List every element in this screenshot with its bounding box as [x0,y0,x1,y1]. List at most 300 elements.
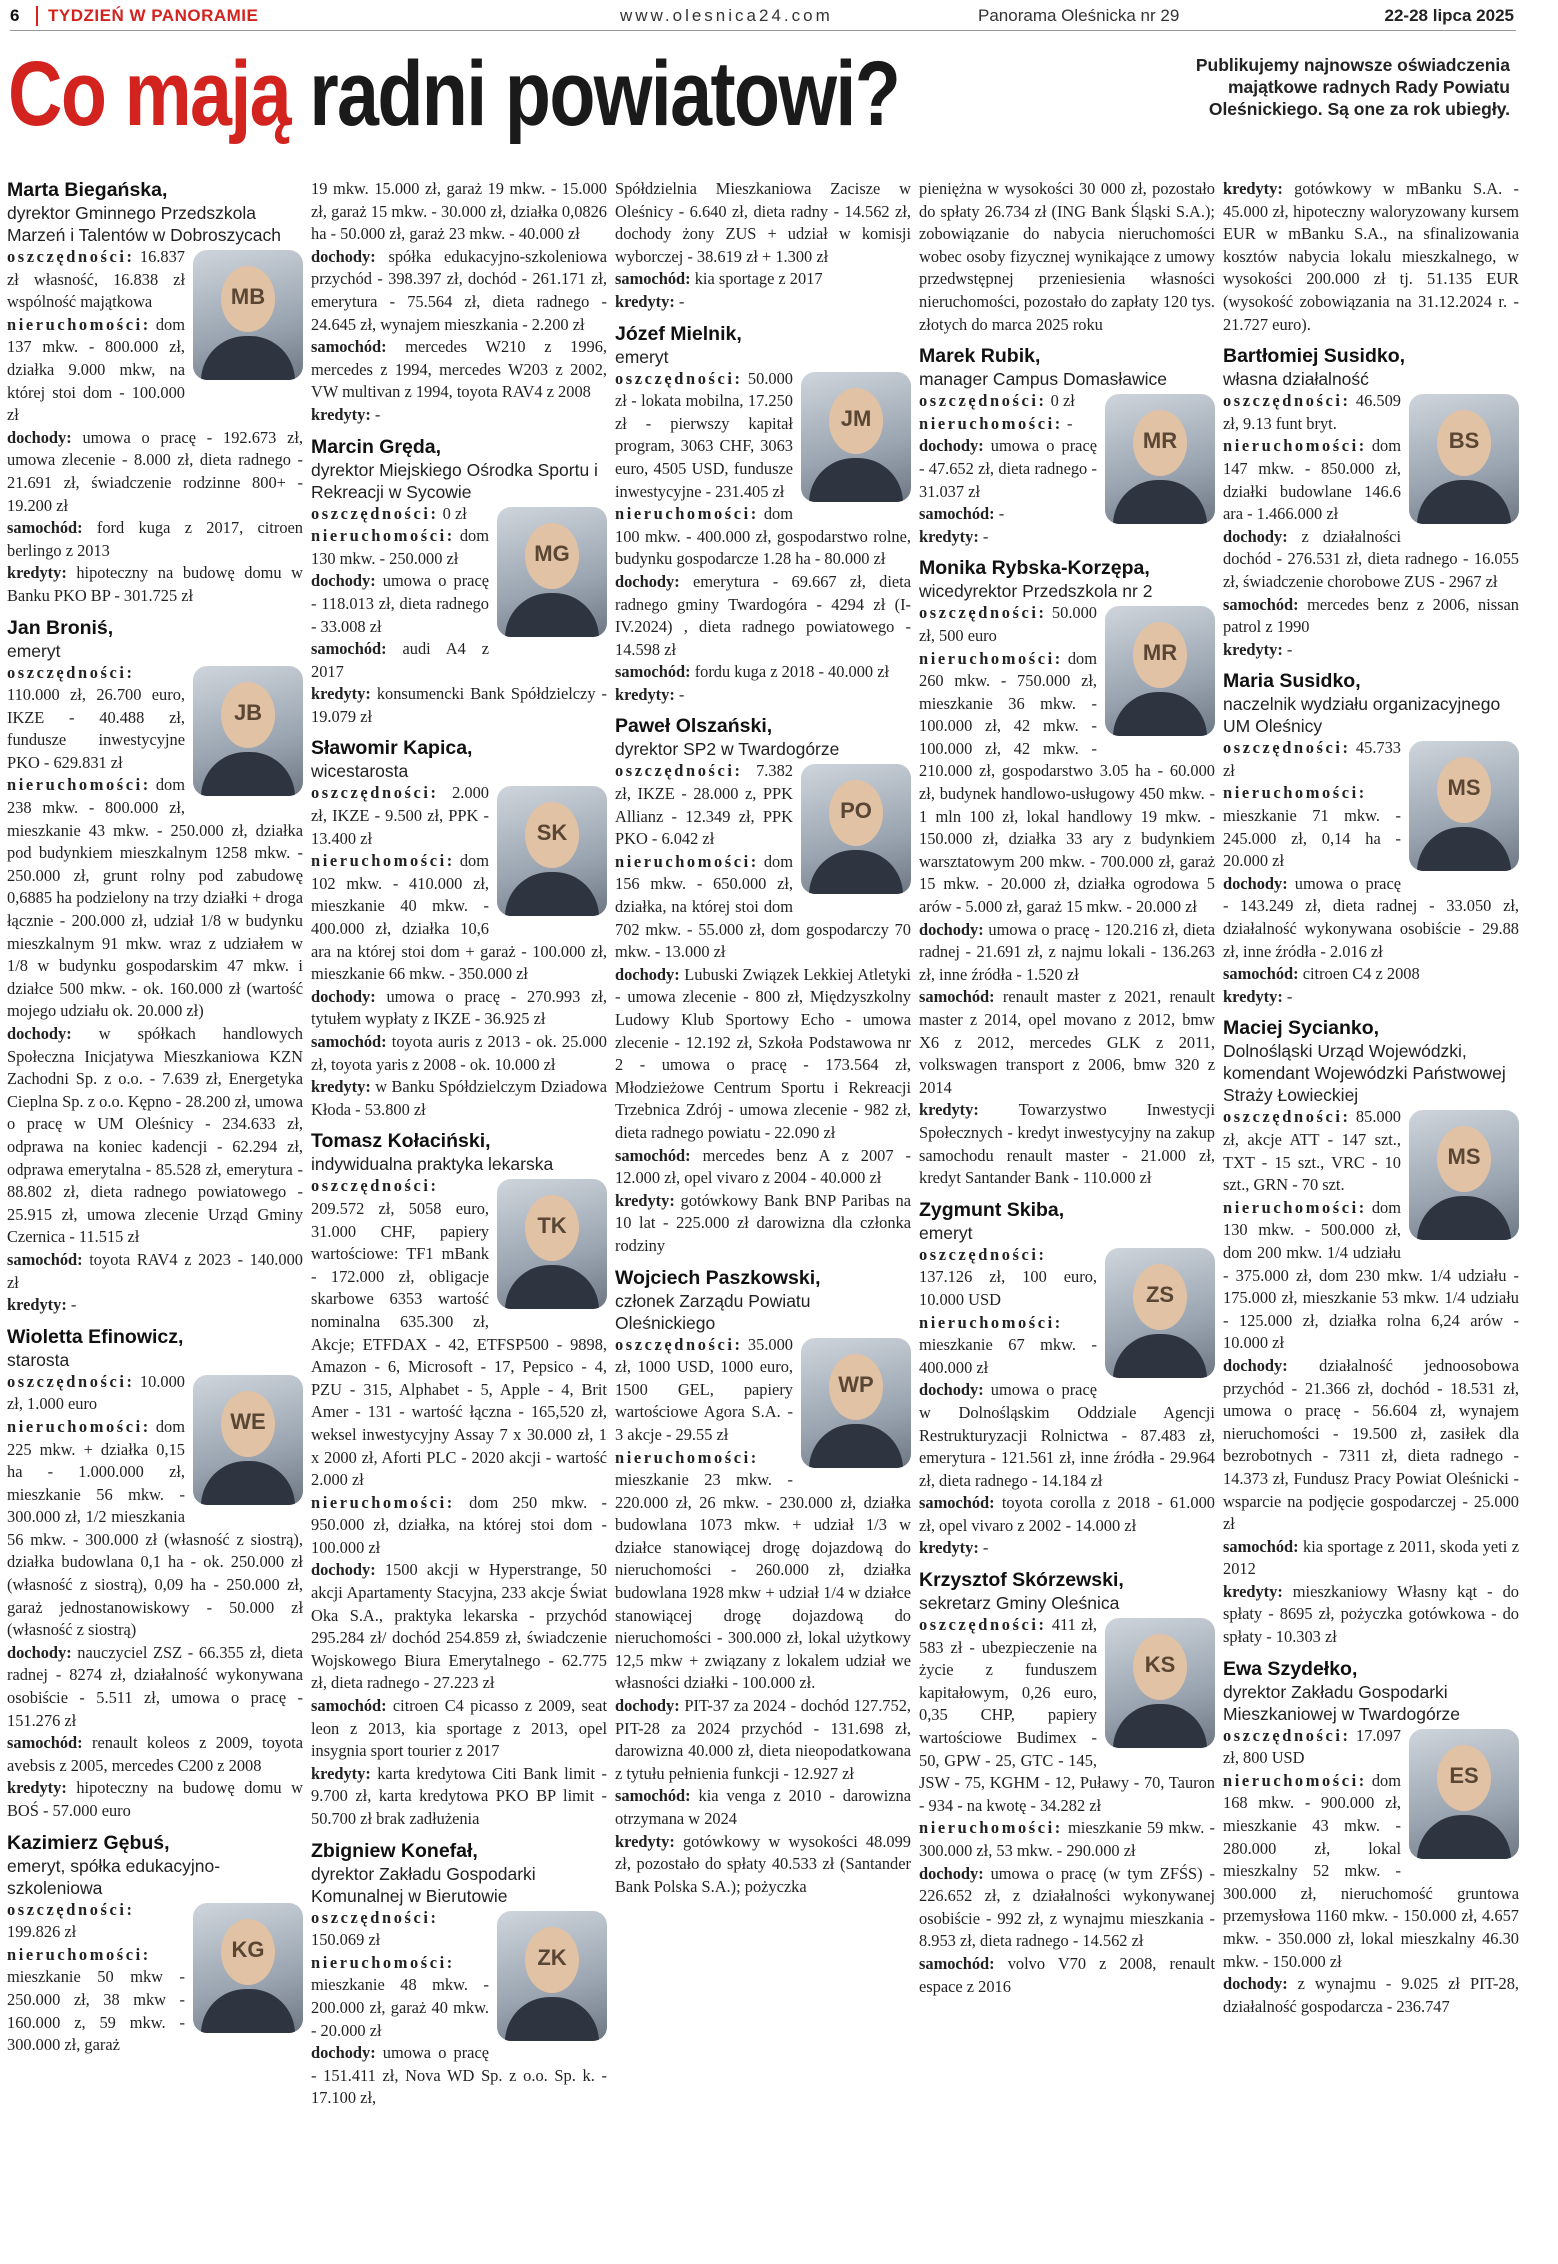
section-value: 35.000 zł, 1000 USD, 1000 euro, 1500 GEL, papiery wartościowe Agora S.A. - 3 akcje - 29.55 zł [615,1334,793,1444]
section-value: citroen C4 picasso z 2009, seat leon z 2013, kia sportage z 2013, opel insygnia sport tourier z 2017 [311,1696,607,1761]
section-label: samochód: [919,987,995,1007]
section-label: oszczędności: [1223,738,1351,758]
declaration-section [7,1249,303,1294]
section-label: nieruchomości: [7,775,151,795]
declaration-section [7,517,303,562]
portrait-body [1113,1334,1207,1378]
councillor-entry [311,435,607,729]
section-value: w spółkach handlowych Społeczna Inicjatywa Mieszkaniowa KZN Zachodni Sp. z o.o. - 7.639 zł, Energetyka Cieplna Sp. z o.o. Kępno - 28.200 zł, umowa o pracę w UM Oleśnicy - 234.633 zł, odprawa na koniec kadencji - 62.294 zł, odprawa emerytalna - 85.528 zł, emerytura - 88.802 zł, dieta radnego powiatowego - 25.915 zł, umowa zlecenie Urząd Gminy Czernica - 11.515 zł [7,1024,303,1247]
section-label: nieruchomości: [311,851,455,871]
councillor-name: Wojciech Paszkowski, [615,1266,821,1289]
article-column-3 [615,178,911,2260]
declaration-section [1223,873,1519,963]
section-value: 10.000 zł, 1.000 euro [7,1371,185,1414]
section-value: emerytura - 69.667 zł, dieta radnego gminy Twardogóra - 4294 zł (I-IV.2024) , dieta radnego powiatowego - 14.598 zł [615,571,911,659]
section-value: umowa o pracę - 47.652 zł, dieta radnego - 31.037 zł [919,436,1097,501]
section-value: - [1282,986,1293,1006]
declaration-section [7,1642,303,1732]
declaration-section [1223,1355,1519,1536]
portrait-initials: WE [230,1408,266,1434]
section-label: oszczędności: [1223,1725,1351,1745]
section-value: nauczyciel ZSZ - 66.355 zł, dieta radnej - 8274 zł, działalność wykonywana osobiście - 5.511 zł, umowa o pracę - 151.276 zł [7,1642,303,1730]
issue-label: Panorama Oleśnicka nr 29 [978,6,1180,25]
councillor-photo [1105,606,1215,736]
councillor-photo [1409,1729,1519,1859]
section-label: dochody: [311,2043,376,2063]
section-value: dom 156 mkw. - 650.000 zł, działka, na której stoi dom 702 mkw. - 55.000 zł, dom gospodarczy 70 mkw. - 13.000 zł [615,851,911,962]
section-value: 137.126 zł, 100 euro, 10.000 USD [919,1267,1097,1309]
section-label: oszczędności: [615,761,743,781]
declaration-section [311,638,607,683]
section-value: dom 130 mkw. - 500.000 zł, dom 200 mkw. 1/4 udziału - 375.000 zł, dom 230 mkw. 1/4 udziału - 175.000 zł, mieszkanie 53 mkw. 1/4 udziału - 125.000 zł, działka rolna 6,24 arów - 10.000 zł [1223,1197,1519,1353]
declaration-section [919,1863,1215,1953]
portrait-initials: ZK [537,1944,567,1970]
declaration-section [311,336,607,404]
section-value: dom 250 mkw. - 950.000 zł, działka, na której stoi dom - 100.000 zł [311,1492,607,1557]
councillor-photo [1409,741,1519,871]
section-label: oszczędności: [311,1176,439,1196]
councillor-photo [497,507,607,637]
councillor-entry [311,178,607,427]
declaration-section [311,404,607,427]
section-label: oszczędności: [7,662,135,682]
declaration-section [615,1785,911,1830]
section-label: nieruchomości: [919,1312,1063,1332]
section-value: umowa o pracę - 143.249 zł, dieta radnej - 33.050 zł, działalność wykonywana osobiście - 29.88 zł, inne źródła - 2.016 zł [1223,873,1519,961]
councillor-name: Sławomir Kapica, [311,737,473,760]
declaration-section [615,503,911,571]
councillor-photo [801,764,911,894]
section-label: dochody: [919,1863,984,1883]
declaration-section [919,986,1215,1099]
section-value: umowa o pracę - 118.013 zł, dieta radnego - 33.008 zł [311,571,489,636]
councillor-role: manager Campus Domasławice [919,369,1168,390]
section-label: oszczędności: [311,503,439,523]
section-label: kredyty: [615,291,675,311]
section-label: oszczędności: [311,1907,439,1927]
section-label: oszczędności: [919,603,1047,623]
councillor-role: starosta [7,1349,70,1370]
section-label: oszczędności: [615,368,743,388]
section-label: samochód: [311,337,387,357]
councillor-name: Marek Rubik, [919,345,1041,368]
section-value: konsumencki Bank Spółdzielczy - 19.079 zł [311,684,607,726]
declaration-section [7,1732,303,1777]
section-value: mieszkanie 59 mkw. - 300.000 zł, 53 mkw. - 290.000 zł [919,1818,1215,1860]
declaration-section [919,1492,1215,1537]
section-value: renault koleos z 2009, toyota avebsis z 2005, mercedes C200 z 2008 [7,1733,303,1775]
section-value: gotówkowy w mBanku S.A. - 45.000 zł, hipoteczny waloryzowany kursem EUR w mBanku S.A., na sfinalizowania kosztów nabycia lokalu mieszkalnego, w wysokości 200.000 zł tj. 51.135 EUR (wysokość zobowiązania na 31.12.2024 r. - 21.727 euro). [1223,179,1519,334]
section-value: umowa o pracę - 192.673 zł, umowa zlecenie - 8.000 zł, dieta radnego - 21.691 zł, świadczenie rodzinne 800+ - 19.200 zł [7,427,303,515]
section-value: 411 zł, 583 zł - ubezpieczenie na życie z funduszem kapitałowym, 0,26 euro, 0,35 CHP, papiery wartościowe Budimex - 50, GPW - 25, GTC - 145, JSW - 75, KGHM - 12, Puławy - 70, Tauron - 934 - na kwotę - 34.282 zł [919,1615,1215,1815]
section-label: kredyty: [1223,986,1283,1006]
declaration-section [919,526,1215,549]
section-value: umowa o pracę (w tym ZFŚS) - 226.652 zł, z działalności wykonywanej osobiście - 992 zł, z wynajmu mieszkania - 8.953 zł, dieta radnego - 14.562 zł [919,1863,1215,1951]
section-label: samochód: [919,1953,995,1973]
councillor-name: Krzysztof Skórzewski, [919,1569,1124,1592]
section-label: samochód: [615,1145,691,1165]
section-value: dom 225 mkw. + działka 0,15 ha - 1.000.000 zł, mieszkanie 56 mkw. - 300.000 zł, 1/2 mieszkania 56 mkw. - 300.000 zł (własność z siostrą), działka budowlana 0,1 ha - ok. 250.000 zł (własność z siostrą), 0,09 ha - 250.000 zł, garaż jednostanowiskowy - 50.000 zł (własność z siostrą) [7,1416,303,1640]
page-title [8,42,899,146]
declaration-section [1223,639,1519,662]
councillor-photo [801,1338,911,1468]
section-value: dom 168 mkw. - 900.000 zł, mieszkanie 43 mkw. - 280.000 zł, lokal mieszkalny 52 mkw. - 300.000 zł, nieruchomość gruntowa przemysłowa 1160 mkw. - 150.000 zł, 4.657 mkw. - 350.000 zł, lokal mieszkalny 46.30 mkw. - 150.000 zł [1223,1770,1519,1971]
section-value: pieniężna w wysokości 30 000 zł, pozostało do spłaty 26.734 zł (ING Bank Śląski S.A.); zobowiązanie do nabycia nieruchomości wobec osoby fizycznej wynikające z umowy przedwstępnej przeniesienia własności nieruchomości, pozostało do zapłaty 120 tys. złotych do marca 2025 roku [919,179,1215,334]
declaration-section [1223,986,1519,1009]
councillor-role: wicestarosta [311,761,409,782]
section-label: nieruchomości: [615,851,759,871]
portrait-initials: MR [1142,640,1178,666]
section-value: 0 zł [1046,391,1075,411]
section-label: kredyty: [311,1077,371,1097]
section-value: mieszkanie 67 mkw. - 400.000 zł [919,1335,1097,1377]
section-value: - [1282,639,1293,659]
section-value: 110.000 zł, 26.700 euro, IKZE - 40.488 zł, fundusze inwestycyjne PKO - 629.831 zł [7,685,185,772]
page-number: 6 [10,6,20,25]
portrait-initials: TK [537,1213,567,1239]
website-url[interactable]: www.olesnica24.com [620,6,833,25]
section-value: gotówkowy w wysokości 48.099 zł, pozostało do spłaty 40.533 zł (Santander Bank Polska S.A.); pożyczka [615,1831,911,1896]
declaration-section [1223,526,1519,594]
councillor-role: dyrektor Miejskiego Ośrodka Sportu i Rekreacji w Sycowie [311,459,598,502]
section-value: audi A4 z 2017 [311,639,489,681]
section-label: oszczędności: [1223,1107,1351,1127]
declaration-section [7,562,303,607]
declaration-section [311,178,607,246]
section-value: hipoteczny na budowę domu w Banku PKO BP - 301.725 zł [7,563,303,605]
councillor-entry [7,1831,303,2057]
section-value: fordu kuga z 2018 - 40.000 zł [690,662,890,682]
councillor-photo [1409,1110,1519,1240]
declaration-section [615,1190,911,1258]
declaration-section [1223,1581,1519,1649]
declaration-section [1223,1973,1519,2018]
article-column-4 [919,178,1215,2260]
section-value: - [674,684,685,704]
section-value: dom 100 mkw. - 400.000 zł, gospodarstwo rolne, budynku gospodarcze 1.28 ha - 80.000 zł [615,504,911,569]
section-label: samochód: [7,1733,83,1753]
title-red-part: Co mają [8,43,291,145]
section-label: oszczędności: [919,391,1047,411]
declaration-section [311,1559,607,1695]
portrait-initials: KG [231,1936,265,1962]
section-label: kredyty: [311,404,371,424]
declaration-section [615,1695,911,1785]
section-label: kredyty: [615,1831,675,1851]
declaration-section [311,683,607,728]
section-label: samochód: [311,639,387,659]
section-label: dochody: [919,1380,984,1400]
section-value: mercedes W210 z 1996, mercedes z 1994, mercedes W203 z 2002, VW multivan z 1994, toyota RAV4 z 2008 [311,337,607,402]
section-label: oszczędności: [7,1899,135,1919]
councillor-photo [1105,394,1215,524]
section-label: kredyty: [1223,639,1283,659]
portrait-body [1113,480,1207,524]
portrait-body [1417,480,1511,524]
section-label: nieruchomości: [615,504,759,524]
councillor-entry [615,322,911,707]
declaration-section [7,1777,303,1822]
section-label: kredyty: [7,1295,67,1315]
section-label: samochód: [7,518,83,538]
councillor-role: emeryt, spółka edukacyjno-szkoleniowa [7,1855,221,1898]
section-value: mieszkanie 50 mkw - 250.000 zł, 38 mkw - 160.000 z, 59 mkw. - 300.000 zł, garaż [7,1967,185,2055]
declaration-section [615,1831,911,1899]
portrait-body [1113,692,1207,736]
section-value: volvo V70 z 2008, renault espace z 2016 [919,1953,1215,1996]
declaration-section [615,291,911,314]
councillor-name: Jan Broniś, [7,616,114,639]
section-label: kredyty: [311,1763,371,1783]
section-value: dom 260 mkw. - 750.000 zł, mieszkanie 36 mkw. - 100.000 zł, 42 mkw. - 100.000 zł, 42 mkw. - 210.000 zł, gospodarstwo 3.05 ha - 60.000 zł, budynek handlowo-usługowy 450 mkw. - 1 mln 100 zł, lokal handlowy 19 mkw. - 150.000 zł, działka 33 ary z budynkiem warsztatowym 200 mkw. - 700.000 zł, garaż 15 mkw. - 20.000 zł, działka ogrodowa 5 arów - 5.000 zł, garaż 15 mkw. - 20.000 zł [919,648,1215,917]
councillor-name: Maria Susidko, [1223,670,1361,693]
section-value: Towarzystwo Inwestycji Społecznych - kredyt inwestycyjny na zakup samochodu renault master - 21.000 zł, kredyt Santander Bank - 110.000 zł [919,1100,1215,1188]
declaration-section [615,1145,911,1190]
portrait-body [505,1997,599,2041]
declaration-section [615,661,911,684]
councillor-entry [919,1568,1215,1998]
declaration-section [919,919,1215,987]
section-label: nieruchomości: [919,648,1063,668]
councillor-entry [311,1129,607,1830]
section-value: 85.000 zł, akcje ATT - 147 szt., TXT - 15 szt., VRC - 10 szt., GRN - 70 szt. [1223,1107,1401,1195]
councillor-entry [1223,1657,1519,2019]
councillor-photo [497,786,607,916]
section-label: oszczędności: [919,1244,1047,1264]
section-value: 50.000 zł, 500 euro [919,603,1097,645]
portrait-body [1417,1815,1511,1859]
section-label: samochód: [1223,1536,1299,1556]
declaration-section [311,986,607,1031]
councillor-role: własna działalność [1223,369,1369,390]
section-value: kia sportage z 2011, skoda yeti z 2012 [1223,1536,1519,1579]
councillor-name: Marta Biegańska, [7,179,168,201]
section-label: samochód: [615,1786,691,1806]
declaration-section [1223,594,1519,639]
councillor-entry [615,1266,911,1899]
section-label: dochody: [7,1642,72,1662]
section-label: dochody: [311,571,376,591]
declaration-section [311,1076,607,1121]
councillor-name: Józef Mielnik, [615,322,742,345]
section-label: nieruchomości: [311,1492,455,1512]
section-label: samochód: [919,504,995,524]
portrait-body [809,458,903,502]
portrait-initials: SK [536,820,568,846]
section-label: dochody: [311,1560,376,1580]
declaration-section [1223,963,1519,986]
section-label: samochód: [311,1696,387,1716]
section-value: z wynajmu - 9.025 zł PIT-28, działalność gospodarcza - 236.747 [1223,1974,1519,2016]
section-label: dochody: [311,986,376,1006]
declaration-section [311,1031,607,1076]
councillor-entry [311,1839,607,2110]
declaration-section [615,571,911,661]
section-value: dom 130 mkw. - 250.000 zł [311,526,489,568]
section-label: dochody: [919,436,984,456]
section-value: 46.509 zł, 9.13 funt bryt. [1223,391,1401,433]
section-label: dochody: [1223,873,1288,893]
section-label: kredyty: [919,1100,979,1120]
councillor-entry [615,714,911,1257]
councillor-name: Monika Rybska-Korzępa, [919,557,1150,580]
section-value: kia venga z 2010 - darowizna otrzymana w 2024 [615,1786,911,1828]
councillor-entry [919,556,1215,1189]
declaration-section [615,964,911,1145]
section-label: oszczędności: [1223,391,1351,411]
declaration-section [615,178,911,268]
portrait-initials: JM [840,405,872,431]
section-label: samochód: [7,1249,83,1269]
section-label: samochód: [919,1493,995,1513]
section-value: Lubuski Związek Lekkiej Atletyki - umowa zlecenie - 800 zł, Międzyszkolny Ludowy Klub Sportowy Echo - umowa zlecenie - 12.192 zł, Szkoła Podstawowa nr 2 - umowa o pracę - 173.564 zł, Młodzieżowe Centrum Sportu i Rekreacji Trzebnica Zdrój - umowa zlecenie - 982 zł, dieta radnego powiatu - 22.090 zł [615,964,911,1142]
councillor-entry [615,178,911,314]
declaration-section [311,1763,607,1831]
portrait-body [201,336,295,380]
section-label: kredyty: [7,1778,67,1798]
section-label: nieruchomości: [311,1952,455,1972]
councillor-entry [7,616,303,1317]
section-label: kredyty: [919,1538,979,1558]
declaration-section [1223,178,1519,336]
title-black-part: radni powiatowi? [290,43,900,145]
section-value: 2.000 zł, IKZE - 9.500 zł, PPK - 13.400 zł [311,783,489,848]
declaration-section [311,1695,607,1763]
section-label: nieruchomości: [615,1447,759,1467]
portrait-body [1417,827,1511,871]
section-label: nieruchomości: [7,1416,151,1436]
portrait-body [1417,1196,1511,1240]
section-value: mieszkaniowy Własny kąt - do spłaty - 8695 zł, pożyczka gotówkowa - do spłaty - 10.303 zł [1223,1581,1519,1647]
section-value: umowa o pracę - 270.993 zł, tytułem wypłaty z IKZE - 36.925 zł [311,986,607,1029]
section-label: dochody: [7,1024,72,1043]
councillor-entry [7,178,303,608]
section-value: umowa o pracę - 151.411 zł, Nova WD Sp. z o.o. Sp. k. - 17.100 zł, [311,2043,607,2108]
councillor-entry [1223,669,1519,1008]
portrait-body [201,752,295,796]
declaration-section [919,1379,1215,1492]
section-value: 0 zł [438,503,467,523]
section-label: dochody: [1223,1974,1288,1994]
section-value: 17.097 zł, 800 USD [1223,1725,1401,1768]
councillor-name: Marcin Gręda, [311,435,442,458]
section-label: nieruchomości: [7,1944,151,1964]
section-label: dochody: [311,246,376,266]
portrait-initials: JB [233,699,263,725]
portrait-initials: BS [1448,428,1480,454]
section-value: mercedes benz z 2006, nissan patrol z 1990 [1223,594,1519,637]
section-label: dochody: [615,1696,680,1716]
portrait-initials: KS [1144,1652,1176,1678]
section-value: hipoteczny na budowę domu w BOŚ - 57.000 euro [7,1778,303,1820]
section-value: - [994,504,1005,524]
councillor-name: Maciej Sycianko, [1223,1017,1380,1040]
councillor-role: dyrektor Gminnego Przedszkola Marzeń i Talentów w Dobroszycach [7,203,281,245]
section-value: Spółdzielnia Mieszkaniowa Zacisze w Oleśnicy - 6.640 zł, dieta radny - 14.562 zł, dochody żony ZUS + udział w komisji wyborczej - 38.619 zł + 1.300 zł [615,179,911,266]
section-label: oszczędności: [7,247,135,266]
section-label: nieruchomości: [919,413,1063,433]
declaration-section [919,1817,1215,1862]
article-column-1 [7,178,303,2260]
section-label: nieruchomości: [7,314,151,334]
issue-date: 22-28 lipca 2025 [1384,6,1514,25]
councillor-role: sekretarz Gminy Oleśnica [919,1593,1120,1614]
section-value: dom 102 mkw. - 410.000 zł, mieszkanie 40 mkw. - 400.000 zł, działka 10,6 ara na której stoi dom + garaż - 100.000 zł, mieszkanie 66 mkw. - 350.000 zł [311,851,607,984]
councillor-role: dyrektor SP2 w Twardogórze [615,739,840,760]
section-label: samochód: [1223,594,1299,614]
section-value: toyota RAV4 z 2023 - 140.000 zł [7,1249,303,1292]
councillor-role: indywidualna praktyka lekarska [311,1154,554,1175]
section-value: citroen C4 z 2008 [1298,964,1420,984]
councillor-role: dyrektor Zakładu Gospodarki Komunalnej w Bierutowie [311,1863,536,1906]
councillor-role: członek Zarządu Powiatu Oleśnickiego [615,1290,811,1333]
section-label: nieruchomości: [1223,1770,1367,1790]
councillor-entry [919,344,1215,548]
section-label: kredyty: [615,1190,675,1210]
section-value: 16.837 zł własność, 16.838 zł wspólność majątkowa [7,247,185,312]
section-value: dom 137 mkw. - 800.000 zł, działka 9.000 mkw, na której stoi dom - 100.000 zł [7,314,185,425]
councillor-photo [497,1179,607,1309]
portrait-body [505,872,599,916]
councillor-photo [1105,1618,1215,1748]
councillor-entry [311,736,607,1121]
section-value: 7.382 zł, IKZE - 28.000 z, PPK Allianz - 12.349 zł, PPK PKO - 6.042 zł [615,761,793,849]
section-value: z działalności dochód - 276.531 zł, dieta radnego - 16.055 zł, świadczenie chorobowe ZUS - 2967 zł [1223,526,1519,591]
councillor-name: Zbigniew Konefał, [311,1839,478,1862]
section-label: samochód: [615,662,691,682]
section-value: - [66,1295,77,1315]
section-value: - [370,404,381,424]
page-header [10,4,1516,31]
declaration-section [7,427,303,517]
section-value: toyota corolla z 2018 - 61.000 zł, opel vivaro z 2002 - 14.000 zł [919,1493,1215,1535]
section-value: umowa o pracę - 120.216 zł, dieta radnej - 21.691 zł, z najmu lokali - 136.263 zł, inne źródła - 1.520 zł [919,919,1215,984]
section-value: spółka edukacyjno-szkoleniowa przychód - 398.397 zł, dochód - 261.171 zł, emerytura - 75.564 zł, dieta radnego - 24.645 zł, wynajem mieszkania - 2.200 zł [311,246,607,334]
section-value: 45.733 zł [1223,738,1401,780]
portrait-body [201,1461,295,1505]
declaration-section [615,684,911,707]
portrait-body [1113,1704,1207,1748]
portrait-initials: MR [1142,428,1178,454]
councillor-role: emeryt [615,346,669,367]
section-label: nieruchomości: [1223,436,1367,456]
section-label: nieruchomości: [1223,783,1367,803]
section-label: dochody: [1223,1355,1288,1375]
councillor-name: Kazimierz Gębuś, [7,1831,170,1854]
portrait-initials: ES [1449,1762,1479,1788]
section-label: kredyty: [1223,1581,1283,1601]
declaration-section [1223,1536,1519,1581]
section-value: dom 147 mkw. - 850.000 zł, działki budowlane 146.6 ara - 1.466.000 zł [1223,436,1401,524]
councillor-name: Zygmunt Skiba, [919,1198,1065,1221]
section-value: toyota auris z 2013 - ok. 25.000 zł, toyota yaris z 2008 - ok. 10.000 zł [311,1032,607,1074]
section-label: dochody: [1223,526,1288,546]
section-value: 1500 akcji w Hyperstrange, 50 akcji Apartamenty Stacyjna, 233 akcje Świat Oka S.A., praktyka lekarska - przychód 295.284 zł/ dochód 254.859 zł, świadczenie Wojskowego Biura Emerytalnego - 62.775 zł, dieta radnego - 27.223 zł [311,1560,607,1693]
section-label: dochody: [615,571,680,591]
section-value: mercedes benz A z 2007 - 12.000 zł, opel vivaro z 2004 - 40.000 zł [615,1145,911,1188]
section-label: oszczędności: [311,783,439,803]
councillor-name: Bartłomiej Susidko, [1223,345,1406,368]
section-label: kredyty: [311,684,371,704]
section-name: TYDZIEŃ W PANORAMIE [36,6,258,26]
section-value: - [978,1538,989,1558]
section-value: PIT-37 za 2024 - dochód 127.752, PIT-28 za 2024 przychód - 131.698 zł, darowizna 40.000 zł, dieta nieopodatkowana z tytułu pełnienia funkcji - 12.927 zł [615,1696,911,1783]
councillor-name: Ewa Szydełko, [1223,1657,1358,1680]
section-value: działalność jednoosobowa przychód - 21.366 zł, dochód - 18.531 zł, umowa o pracę - 56.604 zł, wynajem nieruchomości - 19.500 zł, zasiłek dla bezrobotnych - 7311 zł, dieta radnego - 14.373 zł, Fundusz Pracy Powiat Oleśnicki - wsparcie na podjęcie gospodarczej - 25.000 zł [1223,1355,1519,1534]
councillor-photo [193,1375,303,1505]
declaration-section [919,1099,1215,1189]
councillor-name: Tomasz Kołaciński, [311,1130,491,1153]
